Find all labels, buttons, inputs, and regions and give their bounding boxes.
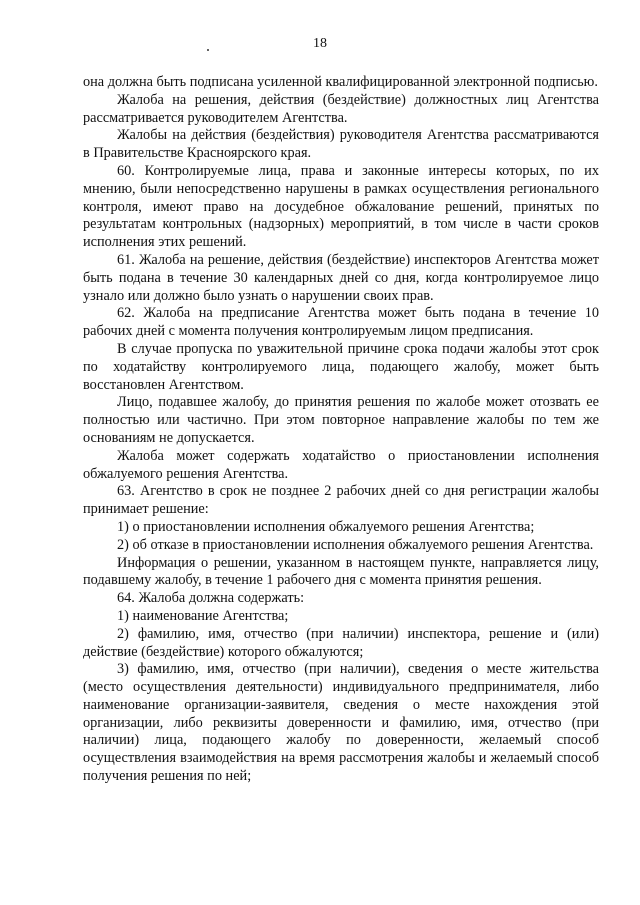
page-number: 18 — [313, 36, 327, 51]
paragraph-item-63: 63. Агентство в срок не позднее 2 рабочих дней со дня регистрации жалобы принимает решение: — [83, 483, 599, 518]
list-item: 1) наименование Агентства; — [117, 607, 289, 624]
paragraph-item-61: 61. Жалоба на решение, действия (бездействие) инспекторов Агентства может быть подана в течение 30 календарных дней со дня, когда контролируемое лицо узнало или должно было узнать о нарушении своих прав. — [83, 251, 599, 304]
paragraph: В случае пропуска по уважительной причине срока подачи жалобы этот срок по ходатайству контролируемого лица, подающего жалобу, может быть восстановлен Агентством. — [83, 340, 599, 393]
list-item: 1) о приостановлении исполнения обжалуемого решения Агентства; — [117, 518, 535, 535]
paragraph: Жалоба может содержать ходатайство о приостановлении исполнения обжалуемого решения Агентства. — [83, 447, 599, 482]
scan-speck — [207, 49, 209, 51]
paragraph: Информация о решении, указанном в настоящем пункте, направляется лицу, подавшему жалобу, в течение 1 рабочего дня с момента принятия решения. — [83, 554, 599, 589]
list-item: 2) об отказе в приостановлении исполнения обжалуемого решения Агентства. — [117, 536, 594, 553]
paragraph: Лицо, подавшее жалобу, до принятия решения по жалобе может отозвать ее полностью или частично. При этом повторное направление жалобы по тем же основаниям не допускается. — [83, 394, 599, 446]
paragraph-item-60: 60. Контролируемые лица, права и законные интересы которых, по их мнению, были непосредственно нарушены в рамках осуществления регионального контроля, имеют право на досудебное обжалование решений, принятых по результатам контрольных (надзорных) мероприятий, в том числе в части сроков исполнения этих решений. — [83, 162, 599, 251]
paragraph-item-64: 64. Жалоба должна содержать: — [117, 590, 305, 607]
list-item: 3) фамилию, имя, отчество (при наличии), сведения о месте жительства (место осуществления деятельности) индивидуального предпринимателя, либо наименование организации-заявителя, сведения о месте нахождения этой организации, либо реквизиты доверенности и фамилию, имя, отчество (при наличии) лица, подающего жалобу по доверенности, желаемый способ осуществления взаимодействия на время рассмотрения жалобы и желаемый способ получения решения по ней; — [83, 661, 599, 785]
paragraph: Жалобы на действия (бездействия) руководителя Агентства рассматриваются в Правительстве Красноярского края. — [83, 127, 599, 162]
paragraph-item-62: 62. Жалоба на предписание Агентства может быть подана в течение 10 рабочих дней с момента получения контролируемым лицом предписания. — [83, 305, 599, 340]
paragraph-continuation: она должна быть подписана усиленной квалифицированной электронной подписью. — [83, 74, 598, 90]
list-item: 2) фамилию, имя, отчество (при наличии) инспектора, решение и (или) действие (бездействие) которого обжалуются; — [83, 625, 599, 660]
paragraph: Жалоба на решения, действия (бездействие) должностных лиц Агентства рассматривается руководителем Агентства. — [83, 91, 599, 126]
document-body — [83, 74, 599, 786]
